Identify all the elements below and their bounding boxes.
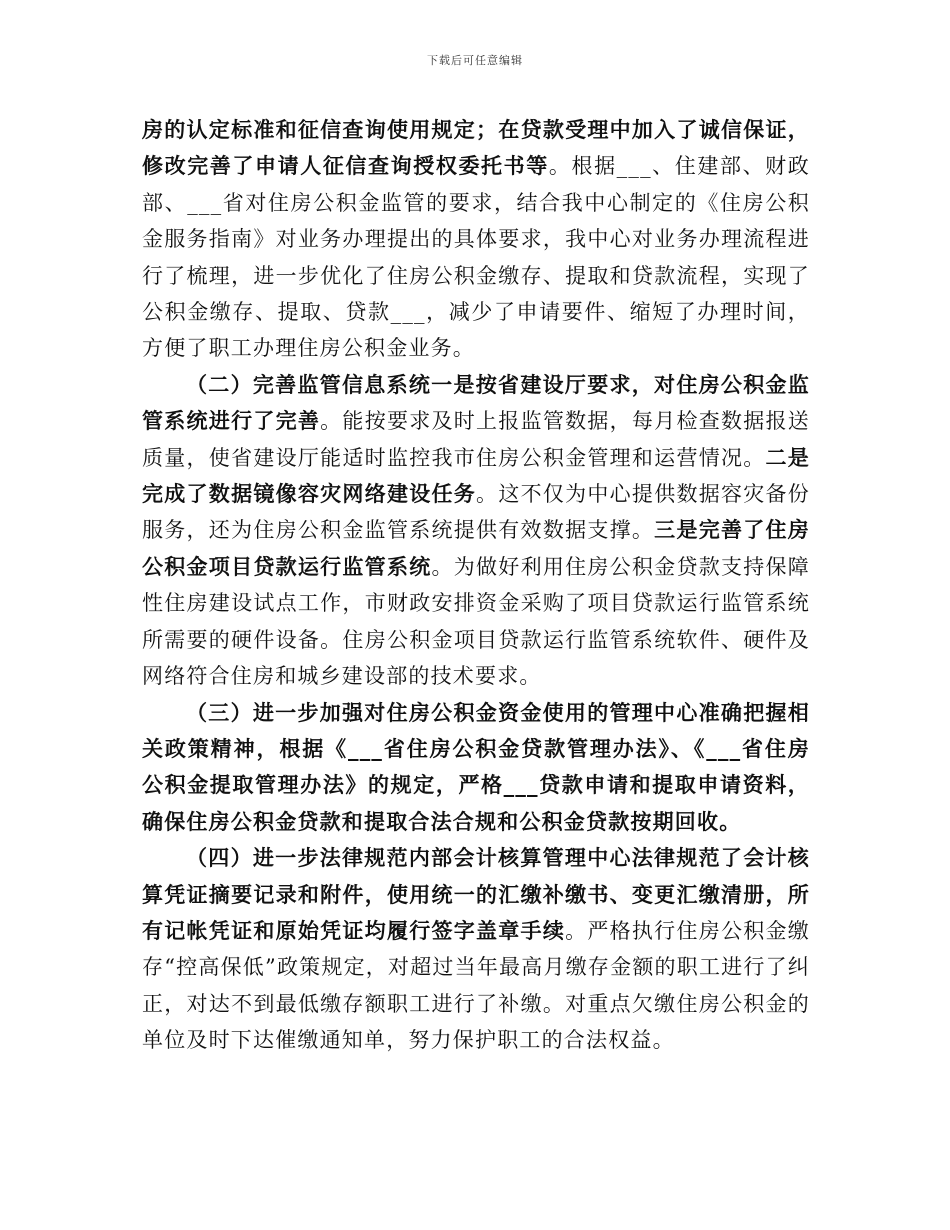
paragraph-3 <box>142 695 810 841</box>
paragraph-1 <box>142 112 810 367</box>
paragraph-1-bold-1: 房的认定标准和征信查询使用规定；在贷款受理中加入了诚信保证，修改完善了申请人征信查询授权委托书等 <box>142 117 810 179</box>
paragraph-4-text-1: 。严格执行住房公积金缴存“控高保低”政策规定，对超过当年最高月缴存金额的职工进行了纠正，对达不到最低缴存额职工进行了补缴。对重点欠缴住房公积金的单位及时下达催缴通知单，努力保护职工的合法权益。 <box>142 918 810 1053</box>
paragraph-4-heading: （四）进一步法律规范内部会计核算管理中心法律规范了会计核算凭证摘要记录和附件，使用统一的汇缴补缴书、变更汇缴清册，所有记帐凭证和原始凭证均履行签字盖章手续 <box>142 845 810 943</box>
paragraph-2-heading: （二）完善监管信息系统一是按省建设厅要求，对住房公积金监管系统进行了完善 <box>142 371 810 434</box>
paragraph-1-text-1: 。根据___、住建部、财政部、___省对住房公积金监管的要求，结合我中心制定的《住房公积金服务指南》对业务办理提出的具体要求，我中心对业务办理流程进行了梳理，进一步优化了住房公积金缴存、提取和贷款流程，实现了公积金缴存、提取、贷款___，减少了申请要件、缩短了办理时间，方便了职工办理住房公积金业务。 <box>142 154 810 361</box>
paragraph-2-text-1: 。能按要求及时上报监管数据，每月检查数据报送质量，使省建设厅能适时监控我市住房公积金管理和运营情况。 <box>142 409 810 470</box>
page-header: 下载后可任意编辑 <box>427 54 523 67</box>
paragraph-2-bold-2: 二是完成了数据镜像容灾网络建设任务 <box>142 444 810 507</box>
paragraph-2-bold-3: 三是完善了住房公积金项目贷款运行监管系统 <box>142 517 810 579</box>
paragraph-2-text-3: 。为做好利用住房公积金贷款支持保障性住房建设试点工作，市财政安排资金采购了项目贷款运行监管系统所需要的硬件设备。住房公积金项目贷款运行监管系统软件、硬件及网络符合住房和城乡建设部的技术要求。 <box>142 554 810 689</box>
paragraph-4 <box>142 840 810 1058</box>
paragraph-2 <box>142 367 810 695</box>
paragraph-2-text-2: 。这不仅为中心提供数据容灾备份服务，还为住房公积金监管系统提供有效数据支撑。 <box>142 482 811 543</box>
paragraph-3-heading: （三）进一步加强对住房公积金资金使用的管理中心准确把握相关政策精神，根据《___省住房公积金贷款管理办法》、《___省住房公积金提取管理办法》的规定，严格___贷款申请和提取申请资料，确保住房公积金贷款和提取合法合规和公积金贷款按期回收。 <box>142 699 810 834</box>
document-body <box>142 112 810 1059</box>
